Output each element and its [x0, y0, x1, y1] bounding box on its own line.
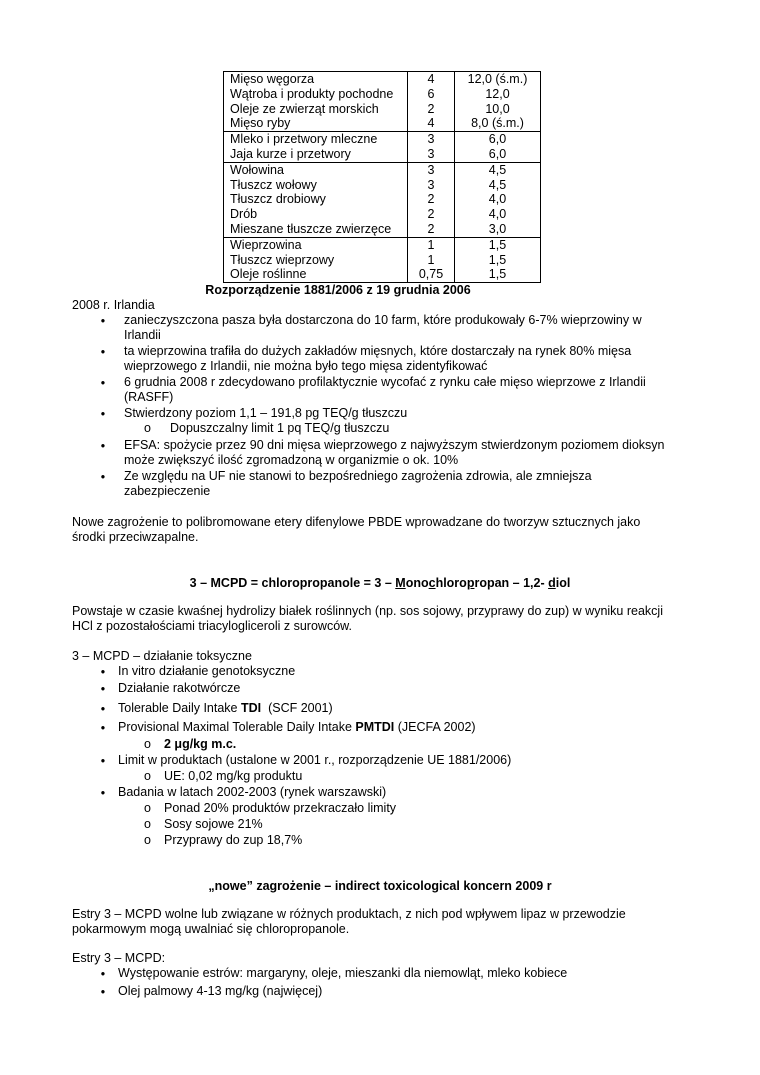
limit-cell: 4,0 [455, 207, 541, 222]
table-row [224, 132, 541, 147]
paragraph-cont: pokarmowym mogą uwalniać się chloropropanole. [72, 922, 350, 936]
tef-cell: 2 [408, 192, 455, 207]
limit-cell: 4,5 [455, 178, 541, 193]
bullet-icon: • [100, 967, 106, 981]
bullet-icon: • [100, 407, 106, 421]
limit-cell: 10,0 [455, 102, 541, 117]
bullet-icon: • [100, 439, 106, 453]
list-item: In vitro działanie genotoksyczne [118, 664, 296, 678]
tef-cell: 1 [408, 253, 455, 268]
paragraph: Nowe zagrożenie to polibromowane etery difenylowe PBDE wprowadzane do tworzyw sztucznych jako [72, 515, 641, 529]
product-cell: Mieszane tłuszcze zwierzęce [224, 222, 408, 237]
sub-list-item: Ponad 20% produktów przekraczało limity [164, 801, 397, 815]
product-cell: Tłuszcz wołowy [224, 178, 408, 193]
tef-cell: 6 [408, 87, 455, 102]
limit-cell: 4,0 [455, 192, 541, 207]
limit-cell: 4,5 [455, 162, 541, 177]
limit-cell: 12,0 [455, 87, 541, 102]
limit-cell: 3,0 [455, 222, 541, 237]
list-item-cont: (RASFF) [124, 390, 174, 404]
table-row [224, 162, 541, 177]
product-cell: Mięso węgorza [224, 72, 408, 87]
sub-list-item: UE: 0,02 mg/kg produktu [164, 769, 303, 783]
product-cell: Jaja kurze i przetwory [224, 147, 408, 162]
list-item: Tolerable Daily Intake TDI (SCF 2001) [118, 701, 333, 715]
bullet-icon: • [100, 470, 106, 484]
sub-list-item: Sosy sojowe 21% [164, 817, 263, 831]
tef-cell: 2 [408, 102, 455, 117]
sub-bullet-icon: o [144, 833, 151, 847]
list-item: EFSA: spożycie przez 90 dni mięsa wieprzowego z najwyższym stwierdzonym poziomem dioksyn [124, 438, 665, 452]
sub-bullet-icon: o [144, 421, 151, 435]
list-item: Stwierdzony poziom 1,1 – 191,8 pg TEQ/g tłuszczu [124, 406, 408, 420]
sub-bullet-icon: o [144, 801, 151, 815]
bullet-icon: • [100, 786, 106, 800]
limit-cell: 1,5 [455, 267, 541, 282]
product-cell: Drób [224, 207, 408, 222]
tef-cell: 3 [408, 132, 455, 147]
table-row [224, 87, 541, 102]
list-item: 6 grudnia 2008 r zdecydowano profilaktycznie wycofać z rynku całe mięso wieprzowe z Irlandii [124, 375, 646, 389]
list-item: Ze względu na UF nie stanowi to bezpośredniego zagrożenia zdrowia, ale zmniejsza [124, 469, 592, 483]
limit-cell: 1,5 [455, 253, 541, 268]
table-row [224, 222, 541, 237]
table-row [224, 267, 541, 282]
limit-cell: 12,0 (ś.m.) [455, 72, 541, 87]
list-item: Działanie rakotwórcze [118, 681, 241, 695]
list-item: ta wieprzowina trafiła do dużych zakładów mięsnych, które dostarczały na rynek 80% mięsa [124, 344, 632, 358]
product-cell: Wołowina [224, 162, 408, 177]
table-row [224, 237, 541, 252]
bullet-icon: • [100, 376, 106, 390]
sub-list-item: Przyprawy do zup 18,7% [164, 833, 303, 847]
tef-cell: 2 [408, 222, 455, 237]
tef-cell: 4 [408, 72, 455, 87]
limit-cell: 6,0 [455, 147, 541, 162]
list-item: Limit w produktach (ustalone w 2001 r., rozporządzenie UE 1881/2006) [118, 753, 512, 767]
sub-bullet-icon: o [144, 769, 151, 783]
paragraph: Powstaje w czasie kwaśnej hydrolizy białek roślinnych (np. sos sojowy, przyprawy do zup) w wyniku reakcji [72, 604, 663, 618]
bullet-icon: • [100, 721, 106, 735]
limit-cell: 1,5 [455, 237, 541, 252]
table-row [224, 178, 541, 193]
bullet-icon: • [100, 702, 106, 716]
tef-cell: 3 [408, 147, 455, 162]
sub-bullet-icon: o [144, 737, 151, 751]
list-item-cont: zabezpieczenie [124, 484, 211, 498]
mcpd-heading: 3 – MCPD = chloropropanole = 3 – Monochloropropan – 1,2- diol [189, 576, 571, 590]
list-item: Występowanie estrów: margaryny, oleje, mieszanki dla niemowląt, mleko kobiece [118, 966, 568, 980]
paragraph-cont: środki przeciwzapalne. [72, 530, 199, 544]
dioxin-limits-table [223, 71, 541, 283]
table-row [224, 147, 541, 162]
tef-cell: 4 [408, 116, 455, 131]
tef-cell: 3 [408, 178, 455, 193]
product-cell: Oleje roślinne [224, 267, 408, 282]
table-row [224, 102, 541, 117]
tef-cell: 0,75 [408, 267, 455, 282]
esters-heading: Estry 3 – MCPD: [72, 951, 166, 965]
table-row [224, 207, 541, 222]
product-cell: Oleje ze zwierząt morskich [224, 102, 408, 117]
list-item-cont: wieprzowego z Irlandii, nie można było tego mięsa zidentyfikować [124, 359, 488, 373]
list-item: zanieczyszczona pasza była dostarczona do 10 farm, które produkowały 6-7% wieprzowiny w [124, 313, 642, 327]
bullet-icon: • [100, 754, 106, 768]
limit-cell: 8,0 (ś.m.) [455, 116, 541, 131]
sub-bullet-icon: o [144, 817, 151, 831]
product-cell: Wieprzowina [224, 237, 408, 252]
ireland-heading: 2008 r. Irlandia [72, 298, 155, 312]
tef-cell: 2 [408, 207, 455, 222]
paragraph-cont: HCl z pozostałościami triacylogliceroli z surowców. [72, 619, 352, 633]
list-item: Badania w latach 2002-2003 (rynek warszawski) [118, 785, 387, 799]
list-item: Olej palmowy 4-13 mg/kg (najwięcej) [118, 984, 323, 998]
table-row [224, 253, 541, 268]
new-threat-heading: „nowe” zagrożenie – indirect toxicological koncern 2009 r [208, 879, 552, 893]
toxicity-heading: 3 – MCPD – działanie toksyczne [72, 649, 252, 663]
list-item-cont: może zwiększyć ilość zgromadzoną w organizmie o ok. 10% [124, 453, 459, 467]
sub-list-item: 2 μg/kg m.c. [164, 737, 237, 751]
table-row [224, 116, 541, 131]
table-row [224, 192, 541, 207]
sub-list-item: Dopuszczalny limit 1 pq TEQ/g tłuszczu [170, 421, 390, 435]
tef-cell: 1 [408, 237, 455, 252]
bullet-icon: • [100, 985, 106, 999]
product-cell: Mleko i przetwory mleczne [224, 132, 408, 147]
limit-cell: 6,0 [455, 132, 541, 147]
tef-cell: 3 [408, 162, 455, 177]
regulation-title: Rozporządzenie 1881/2006 z 19 grudnia 2006 [205, 283, 471, 297]
bullet-icon: • [100, 665, 106, 679]
list-item: Provisional Maximal Tolerable Daily Intake PMTDI (JECFA 2002) [118, 720, 476, 734]
bullet-icon: • [100, 314, 106, 328]
product-cell: Tłuszcz wieprzowy [224, 253, 408, 268]
list-item-cont: Irlandii [124, 328, 161, 342]
bullet-icon: • [100, 682, 106, 696]
paragraph: Estry 3 – MCPD wolne lub związane w różnych produktach, z nich pod wpływem lipaz w przewodzie [72, 907, 626, 921]
product-cell: Wątroba i produkty pochodne [224, 87, 408, 102]
product-cell: Tłuszcz drobiowy [224, 192, 408, 207]
bullet-icon: • [100, 345, 106, 359]
product-cell: Mięso ryby [224, 116, 408, 131]
table-row [224, 72, 541, 87]
